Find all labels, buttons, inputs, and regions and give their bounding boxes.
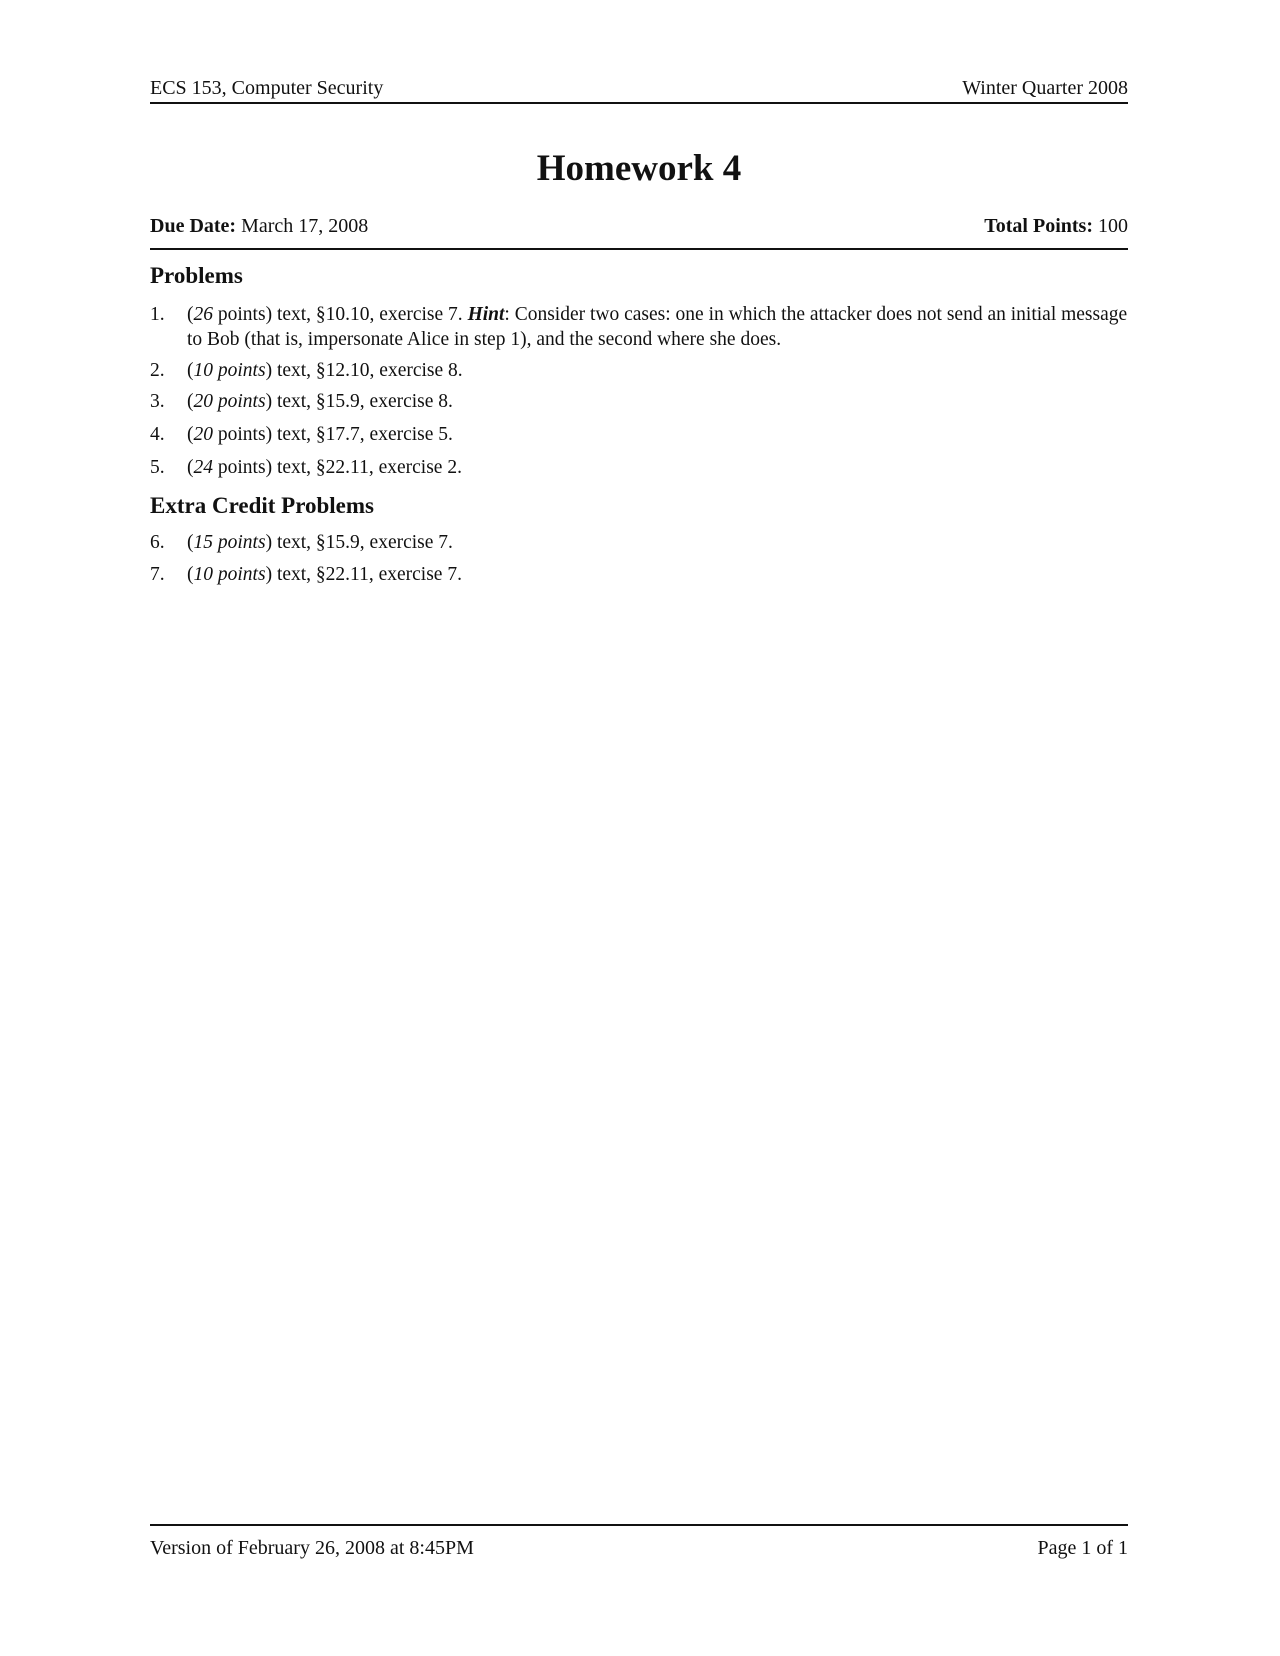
- due-date-value: March 17, 2008: [241, 215, 369, 237]
- assignment-meta: [150, 212, 1128, 240]
- item-number: 5.: [150, 457, 165, 478]
- footer-rule: [150, 1524, 1128, 1526]
- total-points-label: Total Points:: [984, 215, 1093, 237]
- item-text: text, §22.11, exercise 7.: [272, 564, 462, 585]
- item-points-word: points: [213, 360, 266, 381]
- item-body: (10 points) text, §12.10, exercise 8.: [187, 360, 463, 381]
- item-text: text, §12.10, exercise 8.: [272, 360, 463, 381]
- item-text: text, §17.7, exercise 5.: [272, 424, 453, 445]
- item-number: 6.: [150, 532, 165, 553]
- item-body: (20 points) text, §15.9, exercise 8.: [187, 391, 453, 412]
- page-title: Homework 4: [536, 148, 742, 189]
- version-note: Version of February 26, 2008 at 8:45PM: [150, 1537, 474, 1559]
- hint-label: Hint: [467, 304, 505, 325]
- total-points: [984, 212, 1128, 240]
- meta-rule: [150, 248, 1128, 250]
- running-header: [150, 74, 1128, 102]
- item-points: 26: [193, 304, 213, 325]
- item-body: (10 points) text, §22.11, exercise 7.: [187, 564, 462, 585]
- item-points-word: points: [213, 424, 266, 445]
- item-points: 20: [193, 424, 213, 445]
- item-points-word: points: [213, 532, 266, 553]
- section-heading-extra-credit: Extra Credit Problems: [150, 493, 375, 518]
- course-name: ECS 153, Computer Security: [150, 77, 384, 99]
- due-date: [150, 212, 368, 240]
- item-points-word: points: [213, 457, 266, 478]
- problem-item: [150, 562, 1128, 587]
- problem-item: [150, 455, 1128, 480]
- item-number: 3.: [150, 391, 165, 412]
- problem-item: [150, 358, 1128, 383]
- total-points-value: 100: [1098, 215, 1128, 237]
- item-points: 24: [193, 457, 213, 478]
- problem-item: [150, 302, 1128, 352]
- item-number: 7.: [150, 564, 165, 585]
- term-name: Winter Quarter 2008: [962, 77, 1128, 99]
- item-number: 1.: [150, 304, 165, 325]
- running-footer: [150, 1534, 1128, 1562]
- item-number: 4.: [150, 424, 165, 445]
- item-points: 20: [193, 391, 213, 412]
- problem-item: [150, 389, 1128, 414]
- hint-text: : Consider two cases: one in which the attacker does not send an initial message to Bob (that is, impersonate Alice in step 1), and the second where she does.: [187, 304, 1128, 350]
- item-points: 15: [193, 532, 213, 553]
- item-text: text, §15.9, exercise 7.: [272, 532, 453, 553]
- item-body: (15 points) text, §15.9, exercise 7.: [187, 532, 453, 553]
- header-rule: [150, 102, 1128, 104]
- item-points-word: points: [213, 304, 266, 325]
- item-text: text, §22.11, exercise 2.: [272, 457, 462, 478]
- item-text: text, §10.10, exercise 7.: [272, 304, 468, 325]
- item-points: 10: [193, 360, 213, 381]
- item-body: (24 points) text, §22.11, exercise 2.: [187, 457, 462, 478]
- item-points: 10: [193, 564, 213, 585]
- section-heading-problems: Problems: [150, 263, 243, 288]
- page-number: Page 1 of 1: [1037, 1537, 1128, 1559]
- item-points-word: points: [213, 564, 266, 585]
- item-number: 2.: [150, 360, 165, 381]
- item-text: text, §15.9, exercise 8.: [272, 391, 453, 412]
- item-body: (26 points) text, §10.10, exercise 7. Hint: Consider two cases: one in which the attacker does not send an initial message to Bob (that is, impersonate Alice in step 1), and the second where she does.: [187, 304, 1128, 350]
- item-body: (20 points) text, §17.7, exercise 5.: [187, 424, 453, 445]
- problem-item: [150, 422, 1128, 447]
- due-date-label: Due Date:: [150, 215, 237, 237]
- item-points-word: points: [213, 391, 266, 412]
- problem-item: [150, 530, 1128, 555]
